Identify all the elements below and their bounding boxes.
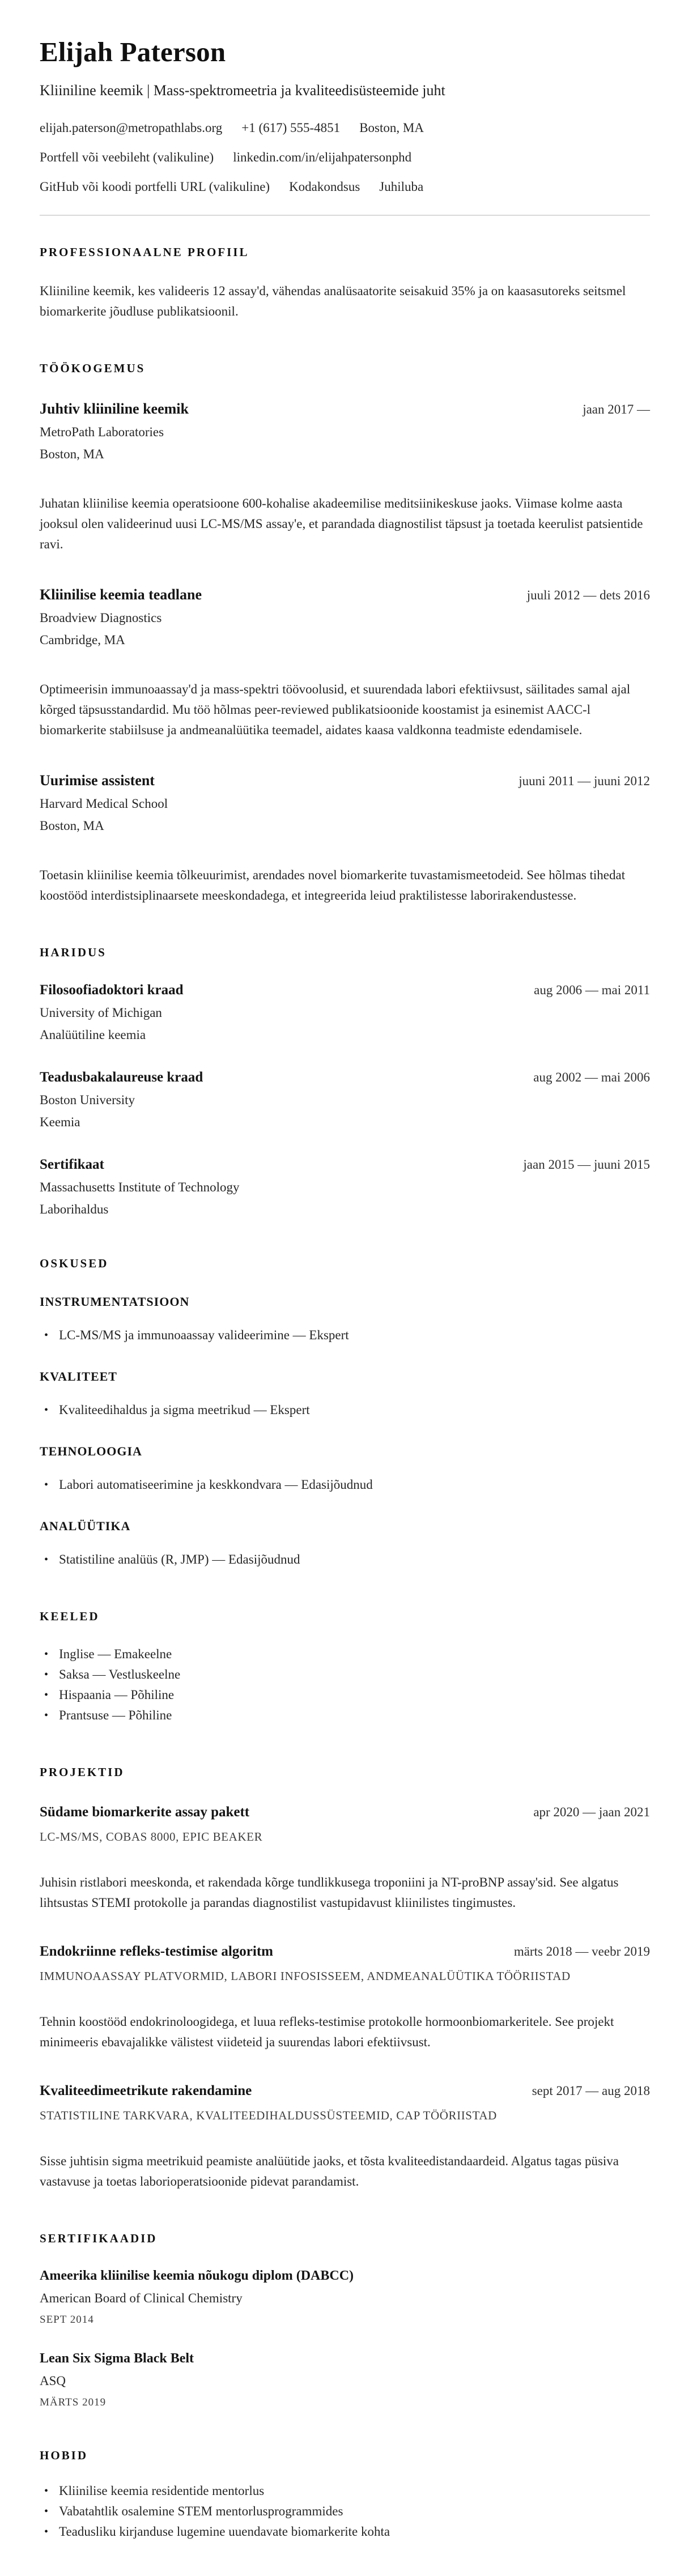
project-description: Juhisin ristlabori meeskonda, et rakendada kõrge tundlikkusega troponiini ja NT-proBNP assay'sid. See algatus lihtsustas STEMI protokolle ja parandas diagnostilist vastupidavust kliinilistes tingimustes. [40, 1875, 619, 1910]
hobby-item-label: Vabatahtlik osalemine STEM mentorlusprogrammides [59, 2504, 343, 2519]
language-item [40, 1664, 650, 1685]
certification-entry [40, 2268, 650, 2326]
project-tech: STATISTILINE TARKVARA, KVALITEEDIHALDUSSÜSTEEMID, CAP TÖÖRIISTAD [40, 2109, 497, 2123]
project-dates: apr 2020 — jaan 2021 [533, 1805, 650, 1820]
job-entry [40, 586, 650, 740]
skill-item [40, 1549, 650, 1570]
education-dates: aug 2002 — mai 2006 [533, 1070, 650, 1085]
job-description: Toetasin kliinilise keemia tõlkeuurimist, arendades novel biomarkerite tuvastamismeetodeid. See hõlmas tihedat koostööd interdistsiplinaarsete meeskondadega, et integreerida leiud praktilistesse laborirakendustesse. [40, 868, 626, 903]
language-item-label: Inglise — Emakeelne [59, 1647, 172, 1662]
project-title: Endokriinne refleks-testimise algoritm [40, 1944, 273, 1960]
degree-title: Sertifikaat [40, 1157, 104, 1173]
field-of-study: Keemia [40, 1115, 80, 1130]
contact-citizenship[interactable]: Kodakondsus [289, 180, 360, 194]
job-title: Juhtiv kliiniline keemik [40, 401, 189, 418]
job-dates: juuli 2012 — dets 2016 [526, 588, 650, 603]
job-company: Broadview Diagnostics [40, 611, 162, 625]
section-heading-hobbies: HOBID [40, 2449, 88, 2463]
bullet-icon: • [44, 1668, 49, 1681]
hobby-item [40, 2481, 650, 2501]
project-entry [40, 1804, 650, 1913]
language-item [40, 1705, 650, 1726]
section-experience [40, 361, 650, 906]
certification-issuer: American Board of Clinical Chemistry [40, 2291, 243, 2306]
certification-issuer: ASQ [40, 2374, 66, 2388]
language-item-label: Saksa — Vestluskeelne [59, 1667, 181, 1682]
degree-title: Teadusbakalaureuse kraad [40, 1070, 203, 1085]
bullet-icon: • [44, 1479, 49, 1492]
job-dates: juuni 2011 — juuni 2012 [518, 774, 650, 789]
education-entry [40, 1070, 650, 1130]
hobby-item [40, 2501, 650, 2522]
job-title: Kliinilise keemia teadlane [40, 586, 202, 603]
skill-category: TEHNOLOOGIA [40, 1444, 142, 1459]
project-description: Sisse juhtisin sigma meetrikuid peamiste analüütide jaoks, et tõsta kvaliteedistandaardeid. Algatus tagas püsiva vastavuse ja toetas laborioperatsioonide pidevat parandamist. [40, 2154, 619, 2189]
section-heading-certifications: SERTIFIKAADID [40, 2232, 158, 2246]
bullet-icon: • [44, 1689, 49, 1702]
bullet-icon: • [44, 1709, 49, 1722]
contact-linkedin[interactable]: linkedin.com/in/elijahpatersonphd [233, 150, 412, 165]
certification-entry [40, 2351, 650, 2409]
skill-category: KVALITEET [40, 1369, 117, 1384]
language-item [40, 1685, 650, 1705]
header-divider [40, 215, 650, 216]
section-heading-experience: TÖÖKOGEMUS [40, 361, 146, 376]
section-education [40, 946, 650, 1217]
job-location: Cambridge, MA [40, 633, 125, 648]
section-projects [40, 1765, 650, 2192]
education-entry [40, 982, 650, 1042]
skill-item [40, 1475, 650, 1495]
degree-title: Filosoofiadoktori kraad [40, 982, 184, 998]
contact-driving-license[interactable]: Juhiluba [379, 180, 424, 194]
job-dates: jaan 2017 — [583, 402, 650, 417]
section-profile [40, 245, 650, 322]
contact-portfolio-placeholder[interactable]: Portfell või veebileht (valikuline) [40, 150, 214, 165]
project-title: Südame biomarkerite assay pakett [40, 1804, 250, 1820]
project-dates: märts 2018 — veebr 2019 [513, 1944, 650, 1959]
project-tech: LC-MS/MS, COBAS 8000, EPIC BEAKER [40, 1830, 263, 1844]
skill-group [40, 1444, 650, 1495]
skill-group [40, 1369, 650, 1420]
job-entry [40, 772, 650, 906]
job-location: Boston, MA [40, 819, 104, 833]
job-company: MetroPath Laboratories [40, 425, 164, 440]
project-title: Kvaliteedimeetrikute rakendamine [40, 2083, 252, 2099]
section-certifications [40, 2232, 650, 2409]
bullet-icon: • [44, 1404, 49, 1417]
section-heading-projects: PROJEKTID [40, 1765, 125, 1779]
skill-item-label: Labori automatiseerimine ja keskkondvara — Edasijõudnud [59, 1478, 373, 1492]
school-name: Boston University [40, 1093, 135, 1108]
section-heading-languages: KEELED [40, 1610, 100, 1624]
bullet-icon: • [44, 1329, 49, 1342]
contact-email[interactable]: elijah.paterson@metropathlabs.org [40, 121, 223, 135]
job-company: Harvard Medical School [40, 797, 168, 811]
skill-item-label: LC-MS/MS ja immunoaassay valideerimine — Ekspert [59, 1328, 349, 1343]
bullet-icon: • [44, 1648, 49, 1661]
school-name: Massachusetts Institute of Technology [40, 1180, 240, 1195]
skill-category: INSTRUMENTATSIOON [40, 1295, 190, 1309]
skill-item-label: Statistiline analüüs (R, JMP) — Edasijõudnud [59, 1552, 300, 1567]
hobby-item [40, 2522, 650, 2542]
contact-row-1 [40, 121, 650, 135]
section-hobbies [40, 2449, 650, 2542]
language-item-label: Prantsuse — Põhiline [59, 1708, 172, 1723]
candidate-name: Elijah Paterson [40, 36, 226, 67]
project-tech: IMMUNOAASSAY PLATVORMID, LABORI INFOSISSEEM, ANDMEANALÜÜTIKA TÖÖRIISTAD [40, 1969, 571, 1983]
section-languages [40, 1610, 650, 1726]
certification-date: MÄRTS 2019 [40, 2396, 107, 2409]
job-description: Optimeerisin immunoaassay'd ja mass-spektri töövoolusid, et suurendada labori efektiivsust, säilitades samal ajal kõrged täpsusstandardid. Mu töö hõlmas peer-reviewed publikatsioonide koostamist ja esinemist AACC-l biomarkerite stabiilsuse ja andmeanalüütika teemadel, aidates kaasa valdkonna teadmiste edendamisele. [40, 682, 631, 738]
school-name: University of Michigan [40, 1006, 162, 1020]
bullet-icon: • [44, 2505, 49, 2518]
skill-item [40, 1400, 650, 1420]
certification-name: Lean Six Sigma Black Belt [40, 2351, 194, 2366]
section-heading-education: HARIDUS [40, 946, 107, 960]
certification-date: SEPT 2014 [40, 2314, 94, 2326]
contact-phone[interactable]: +1 (617) 555-4851 [241, 121, 341, 135]
education-entry [40, 1157, 650, 1217]
skill-group [40, 1519, 650, 1570]
resume-header [40, 37, 650, 194]
contact-github-placeholder[interactable]: GitHub või koodi portfelli URL (valikuline) [40, 180, 270, 194]
bullet-icon: • [44, 2526, 49, 2539]
hobby-item-label: Kliinilise keemia residentide mentorlus [59, 2484, 265, 2498]
field-of-study: Laborihaldus [40, 1202, 109, 1217]
bullet-icon: • [44, 2485, 49, 2498]
section-skills [40, 1257, 650, 1570]
skill-item-label: Kvaliteedihaldus ja sigma meetrikud — Ekspert [59, 1403, 310, 1417]
project-dates: sept 2017 — aug 2018 [532, 2084, 650, 2098]
section-heading-skills: OSKUSED [40, 1257, 109, 1271]
education-dates: jaan 2015 — juuni 2015 [523, 1157, 650, 1172]
language-item-label: Hispaania — Põhiline [59, 1688, 175, 1702]
job-entry [40, 401, 650, 555]
hobby-item-label: Teadusliku kirjanduse lugemine uuendavate biomarkerite kohta [59, 2524, 390, 2539]
section-heading-profile: PROFESSIONAALNE PROFIIL [40, 245, 249, 259]
contact-row-3 [40, 180, 650, 194]
job-description: Juhatan kliinilise keemia operatsioone 600-kohalise akadeemilise meditsiinikeskuse jaoks. Viimase kolme aasta jooksul olen valideerinud uusi LC-MS/MS assay'e, et parandada diagnostilist täpsust ja toetada keerulist patsientide ravi. [40, 496, 643, 552]
candidate-headline: Kliiniline keemik | Mass-spektromeetria ja kvaliteedisüsteemide juht [40, 82, 445, 99]
certification-name: Ameerika kliinilise keemia nõukogu diplom (DABCC) [40, 2268, 354, 2284]
contact-row-2 [40, 150, 650, 165]
job-title: Uurimise assistent [40, 772, 155, 789]
contact-location[interactable]: Boston, MA [359, 121, 424, 135]
profile-summary: Kliiniline keemik, kes valideeris 12 assay'd, vähendas analüsaatorite seisakuid 35% ja on kaasasutoreks seitsmel biomarkerite jõudluse publikatsioonil. [40, 284, 626, 319]
job-location: Boston, MA [40, 447, 104, 462]
project-entry [40, 1944, 650, 2053]
education-dates: aug 2006 — mai 2011 [534, 983, 650, 998]
skill-category: ANALÜÜTIKA [40, 1519, 131, 1534]
project-description: Tehnin koostööd endokrinoloogidega, et luua refleks-testimise protokolle hormoonbiomarkeritele. See projekt minimeeris ebavajalikke välistest viideteid ja suurendas labori efektiivsust. [40, 2015, 614, 2050]
project-entry [40, 2083, 650, 2192]
skill-item [40, 1325, 650, 1346]
field-of-study: Analüütiline keemia [40, 1028, 146, 1042]
skill-group [40, 1295, 650, 1346]
language-item [40, 1644, 650, 1664]
bullet-icon: • [44, 1553, 49, 1566]
